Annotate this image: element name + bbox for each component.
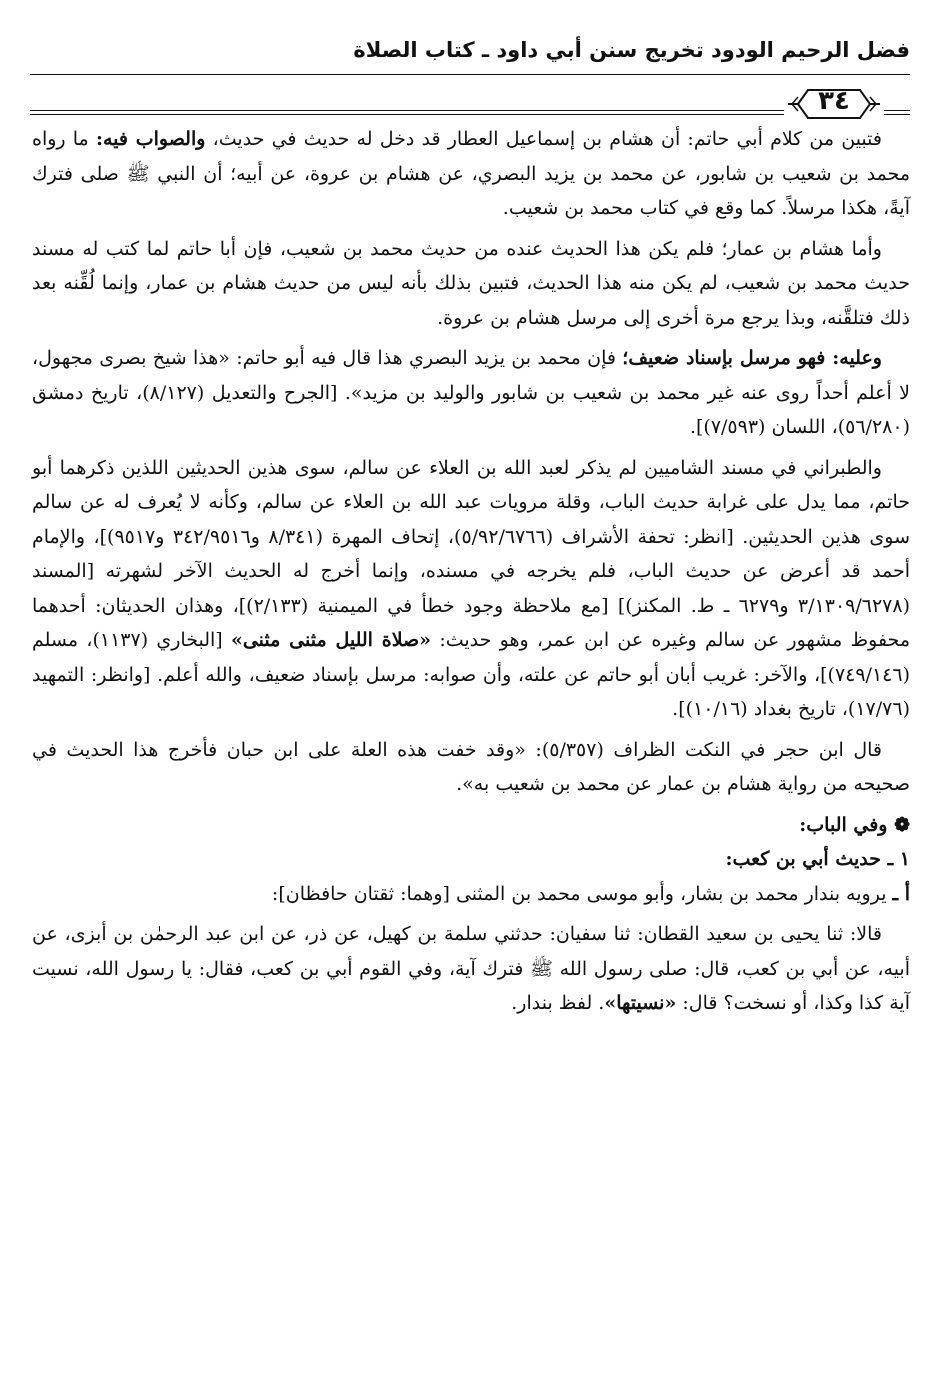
body-text: يرويه بندار محمد بن بشار، وأبو موسى محمد بن المثنى [وهما: ثقتان حافظان]: bbox=[271, 882, 893, 905]
page-body bbox=[32, 122, 910, 1027]
page-number: ٣٤ bbox=[818, 86, 850, 116]
bold-text: ❁ وفي الباب: bbox=[799, 813, 910, 836]
bold-text: أ ـ bbox=[892, 882, 910, 905]
body-text: قال ابن حجر في النكت الظراف (٥/٣٥٧): «وقد خفت هذه العلة على ابن حبان فأخرج هذا الحديث في صحيحه من رواية هشام بن عمار عن محمد بن شعيب به». bbox=[32, 738, 910, 795]
body-text: [البخاري (١١٣٧)، مسلم (٧٤٩/١٤٦)]، والآخر: غريب أبان أبو حاتم عن علته، وأن صوابه: مرسل بإسناد ضعيف، والله أعلم. [وانظر: التمهيد (١٧/٧٦)، تاريخ بغداد (١٠/١٦)]. bbox=[32, 629, 910, 720]
paragraph bbox=[32, 451, 910, 727]
body-text: فإن محمد بن يزيد البصري هذا قال فيه أبو حاتم: «هذا شيخ بصرى مجهول، لا أعلم أحداً روى عنه غير محمد بن شعيب بن شابور والوليد بن مزيد». [الجرح والتعديل (٨/١٢٧)، تاريخ دمشق (٥٦/٢٨٠)، اللسان (٧/٥٩٣)]. bbox=[32, 347, 910, 438]
paragraph bbox=[32, 917, 910, 1021]
bold-text: والصواب فيه: bbox=[95, 128, 206, 150]
section-heading bbox=[32, 842, 910, 877]
paragraph bbox=[32, 232, 910, 336]
body-text: ما رواه محمد بن شعيب بن شابور، عن محمد بن يزيد البصري، عن هشام بن عروة، عن أبيه؛ أن النبي ﷺ صلى فترك آيةً، هكذا مرسلاً. كما وقع في كتاب محمد بن شعيب. bbox=[32, 128, 910, 219]
bold-text: وعليه: فهو مرسل بإسناد ضعيف؛ bbox=[622, 347, 882, 369]
paragraph bbox=[32, 733, 910, 802]
paragraph bbox=[32, 877, 910, 912]
bold-text: «نسيتها» bbox=[604, 992, 677, 1014]
page-header bbox=[30, 32, 910, 116]
bold-text: ١ ـ حديث أبي بن كعب: bbox=[725, 848, 910, 870]
bold-text: «صلاة الليل مثنى مثنى» bbox=[230, 629, 432, 651]
body-text: قالا: ثنا يحيى بن سعيد القطان: ثنا سفيان: حدثني سلمة بن كهيل، عن ذر، عن ابن عبد الرحمٰن بن أبزى، عن أبيه، عن أبي بن كعب، قال: صلى رسول الله ﷺ فترك آية، وفي القوم أبي بن كعب، فقال: يا رسول الله، نسيت آية كذا وكذا، أو نسخت؟ قال: bbox=[32, 923, 910, 1014]
header-rule bbox=[30, 74, 910, 75]
section-heading bbox=[32, 808, 910, 843]
paragraph bbox=[32, 122, 910, 226]
body-text: وأما هشام بن عمار؛ فلم يكن هذا الحديث عنده من حديث محمد بن شعيب، فإن أبا حاتم لما كتب له مسند حديث محمد بن شعيب، لم يكن منه هذا الحديث، فتبين بذلك بأنه ليس من حديث هشام بن عمار، وإنما لُقِّنه بعد ذلك فتلقَّنه، وبذا يرجع مرة أخرى إلى مرسل هشام بن عروة. bbox=[32, 237, 910, 329]
header-double-rule bbox=[30, 110, 910, 115]
paragraph bbox=[32, 341, 910, 445]
body-text: . لفظ بندار. bbox=[511, 992, 605, 1014]
page-number-ornament bbox=[784, 82, 884, 126]
body-text: فتبين من كلام أبي حاتم: أن هشام بن إسماعيل العطار قد دخل له حديث في حديث، bbox=[205, 128, 882, 150]
body-text: والطبراني في مسند الشاميين لم يذكر لعبد الله بن العلاء عن سالم، سوى هذين الحديثين اللذين ذكرهما أبو حاتم، مما يدل على غرابة حديث الباب، وقلة مرويات عبد الله بن العلاء عن سالم، وكأنه لا يُعرف له عن سالم سوى هذين الحديثين. [انظر: تحفة الأشراف (٥/٩٢/٦٧٦٦)، إتحاف المهرة (٨/٣٤١ و٣٤٢/٩٥١٦ و٩٥١٧)]، والإمام أحمد قد أعرض عن حديث الباب، فلم يخرجه في مسنده، وإنما أخرج له الحديث الآخر لشهرته [المسند (٣/١٣٠٩/٦٢٧٨ و٦٢٧٩ ـ ط. المكنز)] [مع ملاحظة وجود خطأ في الميمنية (٢/١٣٣)]، وهذان الحديثان: أحدهما محفوظ مشهور عن سالم وغيره عن ابن عمر، وهو حديث: bbox=[32, 456, 910, 651]
running-title: فضل الرحيم الودود تخريج سنن أبي داود ـ كتاب الصلاة bbox=[353, 38, 910, 62]
